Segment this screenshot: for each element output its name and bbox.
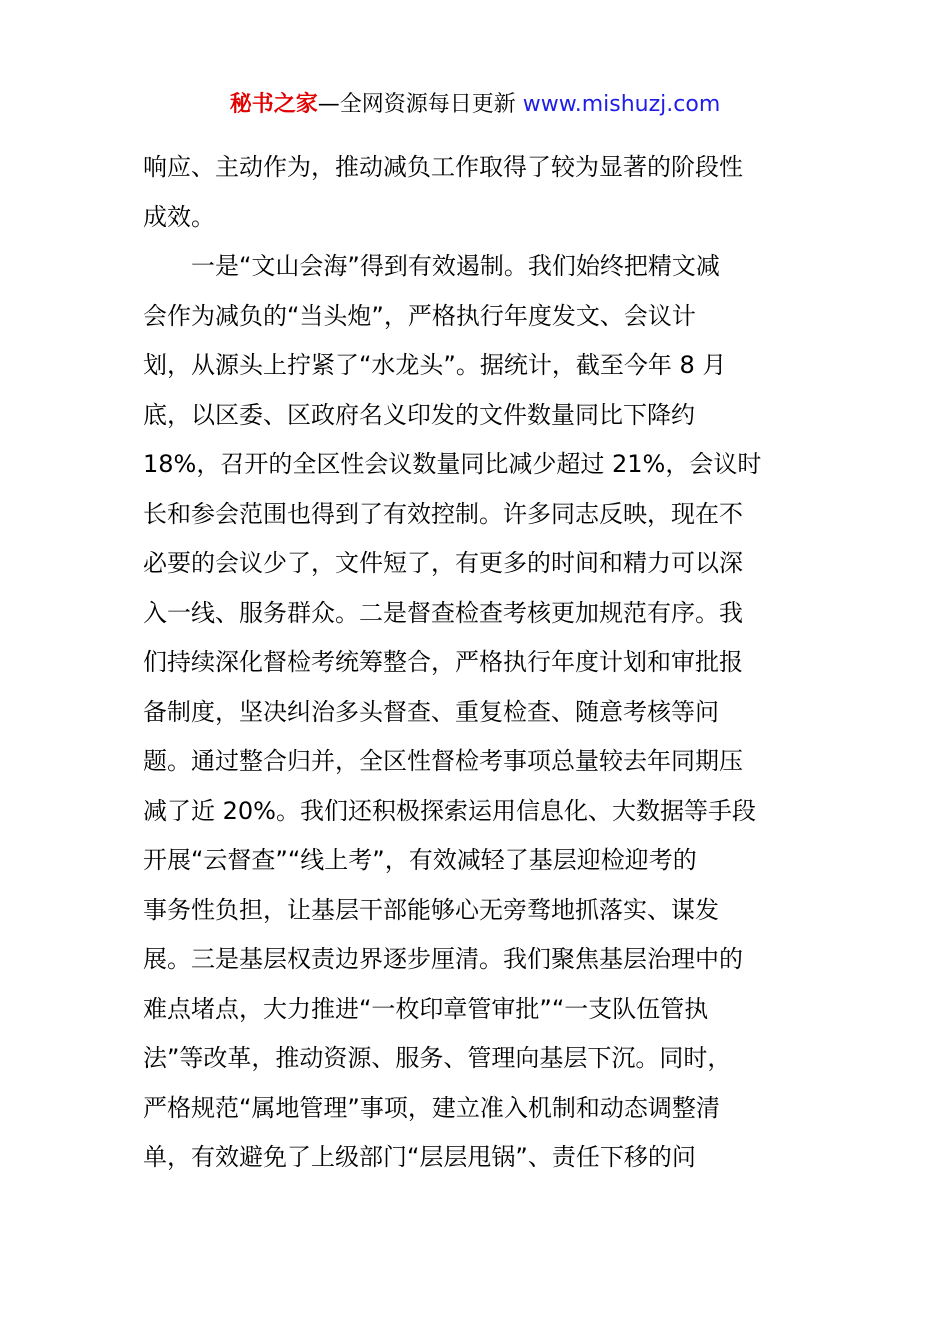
- text-line: 们持续深化督检考统筹整合，严格执行年度计划和审批报: [143, 648, 743, 676]
- text-line: 入一线、服务群众。二是督查检查考核更加规范有序。我: [143, 598, 743, 627]
- text-line: 成效。: [143, 202, 215, 231]
- site-header: [0, 88, 950, 122]
- text-line: 划，从源头上拧紧了“水龙头”。据统计，截至今年 8 月: [143, 351, 727, 379]
- text-line: 减了近 20%。我们还积极探索运用信息化、大数据等手段: [143, 796, 756, 825]
- text-line: 题。通过整合归并，全区性督检考事项总量较去年同期压: [143, 747, 743, 775]
- site-tagline: —全网资源每日更新: [317, 92, 523, 117]
- site-brand: 秘书之家: [229, 92, 318, 117]
- text-line: 事务性负担，让基层干部能够心无旁骛地抓落实、谋发: [143, 895, 719, 924]
- document-body: [143, 143, 808, 1183]
- text-line: 底，以区委、区政府名义印发的文件数量同比下降约: [143, 400, 695, 429]
- text-line: 长和参会范围也得到了有效控制。许多同志反映，现在不: [143, 499, 743, 528]
- text-line: 开展“云督查”“线上考”，有效减轻了基层迎检迎考的: [143, 846, 697, 874]
- text-line: 严格规范“属地管理”事项，建立准入机制和动态调整清: [143, 1093, 720, 1122]
- text-line: 展。三是基层权责边界逐步厘清。我们聚焦基层治理中的: [143, 945, 743, 973]
- site-url-link[interactable]: www.mishuzj.com: [522, 92, 721, 117]
- text-line: 响应、主动作为，推动减负工作取得了较为显著的阶段性: [143, 153, 743, 181]
- text-line: 备制度，坚决纠治多头督查、重复检查、随意考核等问: [143, 697, 719, 726]
- text-line: 法”等改革，推动资源、服务、管理向基层下沉。同时，: [143, 1044, 732, 1072]
- text-line: 单，有效避免了上级部门“层层甩锅”、责任下移的问: [143, 1143, 696, 1171]
- text-line: 必要的会议少了，文件短了，有更多的时间和精力可以深: [143, 549, 743, 577]
- text-line: 难点堵点，大力推进“一枚印章管审批”“一支队伍管执: [143, 994, 709, 1023]
- text-line: 一是“文山会海”得到有效遏制。我们始终把精文减: [143, 252, 720, 280]
- text-line: 会作为减负的“当头炮”，严格执行年度发文、会议计: [143, 301, 696, 330]
- text-line: 18%，召开的全区性会议数量同比减少超过 21%，会议时: [143, 450, 762, 478]
